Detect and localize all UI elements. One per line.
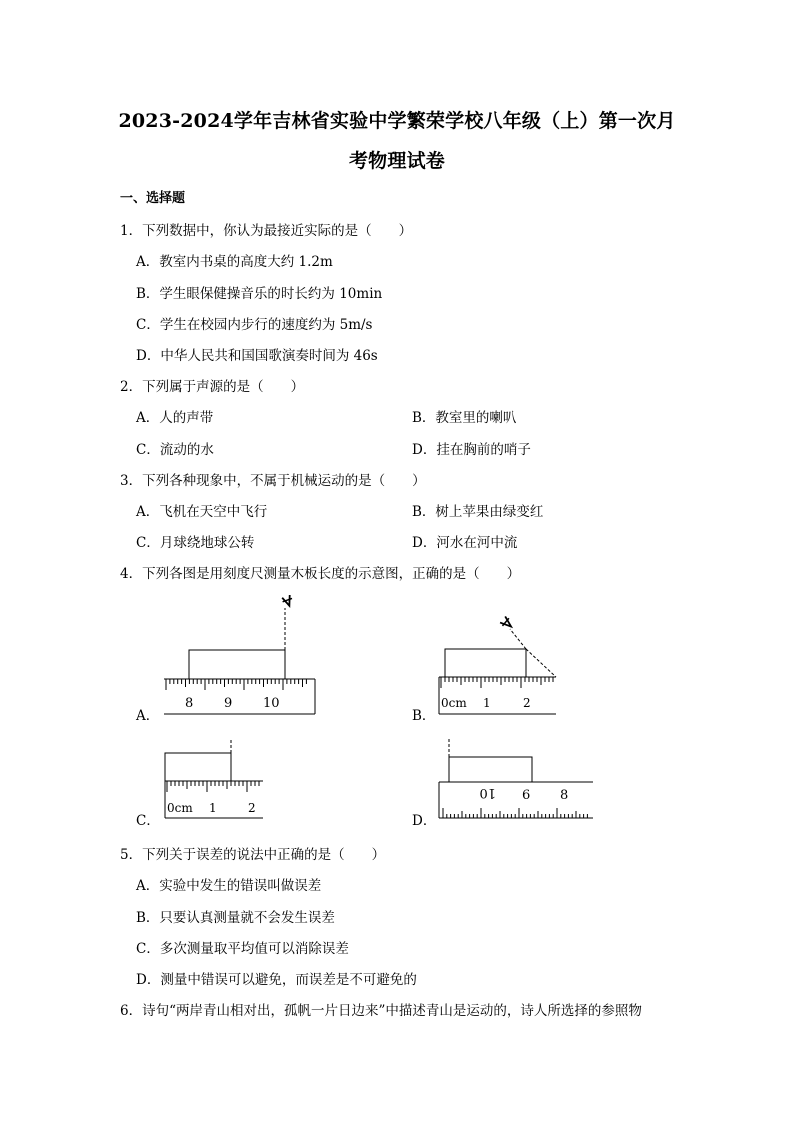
question-3-option-d: D．河水在河中流 — [412, 535, 518, 551]
tick-label-b-3: 2 — [523, 696, 531, 710]
ruler-figure-b — [430, 605, 570, 720]
question-1-option-c: C．学生在校园内步行的速度约为 5m/s — [136, 317, 373, 333]
tick-label-b-1: 0cm — [441, 696, 467, 710]
question-2-option-a: A．人的声带 — [136, 410, 214, 426]
question-5-option-c: C．多次测量取平均值可以消除误差 — [136, 941, 349, 957]
tick-label-a-1: 8 — [185, 696, 194, 711]
section-heading: 一、选择题 — [120, 191, 186, 206]
question-5-option-d: D．测量中错误可以避免，而误差是不可避免的 — [136, 972, 417, 988]
question-2-option-b: B．教室里的喇叭 — [412, 410, 517, 426]
tick-label-a-3: 10 — [263, 696, 280, 711]
question-3-option-b: B．树上苹果由绿变红 — [412, 504, 544, 520]
question-4-option-b: B． — [412, 708, 436, 724]
question-2-stem: 2．下列属于声源的是（ ） — [120, 379, 305, 395]
ruler-figure-a — [150, 590, 330, 720]
tick-label-d-3: 8 — [560, 788, 569, 803]
question-1-option-b: B．学生眼保健操音乐的时长约为 10min — [136, 286, 383, 302]
question-4-option-c: C． — [136, 813, 160, 829]
question-2-option-d: D．挂在胸前的哨子 — [412, 442, 531, 458]
board-rect-c — [165, 753, 231, 781]
board-rect-d — [449, 757, 532, 782]
board-rect-a — [189, 650, 285, 679]
tick-label-c-1: 0cm — [167, 801, 193, 815]
question-1-option-a: A．教室内书桌的高度大约 1.2m — [136, 254, 333, 270]
eye-icon-a — [281, 595, 294, 608]
question-5-option-b: B．只要认真测量就不会发生误差 — [136, 910, 335, 926]
tick-label-a-2: 9 — [224, 696, 233, 711]
exam-title-line2: 考物理试卷 — [348, 150, 445, 172]
question-3-stem: 3．下列各种现象中，不属于机械运动的是（ ） — [120, 473, 426, 489]
tick-label-d-2: 6 — [522, 788, 531, 803]
ruler-figure-c — [150, 735, 275, 825]
question-4-option-a: A． — [136, 708, 160, 724]
exam-title-line1: 2023-2024学年吉林省实验中学繁荣学校八年级（上）第一次月 — [118, 110, 676, 132]
question-5-option-a: A．实验中发生的错误叫做误差 — [136, 878, 322, 894]
tick-label-b-2: 1 — [483, 696, 491, 710]
question-3-option-c: C．月球绕地球公转 — [136, 535, 255, 551]
tick-label-c-2: 1 — [209, 801, 217, 815]
question-2-option-c: C．流动的水 — [136, 442, 214, 458]
question-4-stem: 4．下列各图是用刻度尺测量木板长度的示意图，正确的是（ ） — [120, 566, 521, 582]
tick-label-c-3: 2 — [248, 801, 256, 815]
tick-label-d-1: 10 — [479, 785, 496, 800]
question-3-option-a: A．飞机在天空中飞行 — [136, 504, 268, 520]
question-1-stem: 1．下列数据中，你认为最接近实际的是（ ） — [120, 223, 413, 239]
eye-icon-b — [499, 616, 514, 631]
ruler-figure-d — [430, 735, 600, 825]
board-rect-b — [445, 649, 526, 677]
question-6-stem: 6．诗句“两岸青山相对出，孤帆一片日边来”中描述青山是运动的，诗人所选择的参照物 — [120, 1003, 642, 1019]
question-5-stem: 5．下列关于误差的说法中正确的是（ ） — [120, 847, 386, 863]
question-4-option-d: D． — [412, 813, 437, 829]
question-1-option-d: D．中华人民共和国国歌演奏时间为 46s — [136, 348, 378, 364]
